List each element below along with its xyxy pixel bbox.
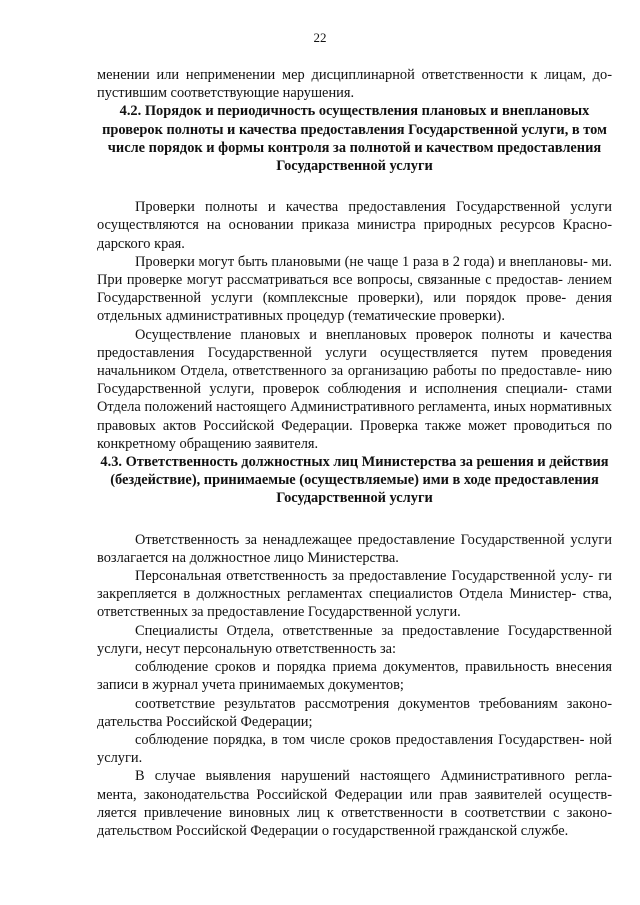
paragraph: Специалисты Отдела, ответственные за предоставление Государственной услуги, несут персональную ответственность за: <box>97 622 612 657</box>
paragraph: Проверки полноты и качества предоставления Государственной услуги осуществляются на основании приказа министра природных ресурсов Красно- дарского края. <box>97 199 612 252</box>
intro-paragraph: менении или неприменении мер дисциплинарной ответственности к лицам, до- пустившим соответствующие нарушения. <box>97 67 612 102</box>
page-number: 22 <box>313 30 327 45</box>
paragraph: Ответственность за ненадлежащее предоставление Государственной услуги возлагается на должностное лицо Министерства. <box>97 531 612 566</box>
paragraph: Проверки могут быть плановыми (не чаще 1 раза в 2 года) и внеплановы- ми. При проверке могут рассматриваться все вопросы, связанные с предостав- лением Государственной услуги (комплексные проверки), или порядок прове- дения отдельных административных процедур (тематические проверки). <box>97 253 612 325</box>
paragraph: Персональная ответственность за предоставление Государственной услу- ги закрепляется в должностных регламентах специалистов Отдела Министер- ства, ответственных за предоставление Государственной услуги. <box>97 568 612 621</box>
paragraph: Осуществление плановых и внеплановых проверок полноты и качества предоставления Государственной услуги осуществляется путем проведения начальником Отдела, ответственного за организацию работы по предоставле- нию Государственной услуги, проверок соблюдения и исполнения специали- стами Отдела положений настоящего Административного регламента, иных нормативных правовых актов Российской Федерации. Проверка также может проводиться по конкретному обращению заявителя. <box>97 326 612 452</box>
list-item: соответствие результатов рассмотрения документов требованиям законо- дательства Российской Федерации; <box>97 695 612 730</box>
list-item: соблюдение сроков и порядка приема документов, правильность внесения записи в журнал учета принимаемых документов; <box>97 659 612 694</box>
section-4-3-heading: 4.3. Ответственность должностных лиц Министерства за решения и действия (бездействие), принимаемые (осуществляемые) ими в ходе предоставления Государственной услуги <box>100 454 609 507</box>
list-item: соблюдение порядка, в том числе сроков предоставления Государствен- ной услуги. <box>97 731 612 767</box>
spacer <box>97 175 612 198</box>
section-4-2-heading: 4.2. Порядок и периодичность осуществления плановых и внеплановых проверок полноты и качества предоставления Государственной услуги, в том числе порядок и формы контроля за полнотой и качеством предоставления Государственной услуги <box>102 103 607 175</box>
spacer <box>97 508 612 531</box>
paragraph: В случае выявления нарушений настоящего Административного регла- мента, законодательства Российской Федерации или прав заявителей осуществ- ляется привлечение виновных лиц к ответственности в соответствии с законо- дательством Российской Федерации о государственной гражданской службе. <box>97 768 612 839</box>
page-content <box>97 66 612 840</box>
